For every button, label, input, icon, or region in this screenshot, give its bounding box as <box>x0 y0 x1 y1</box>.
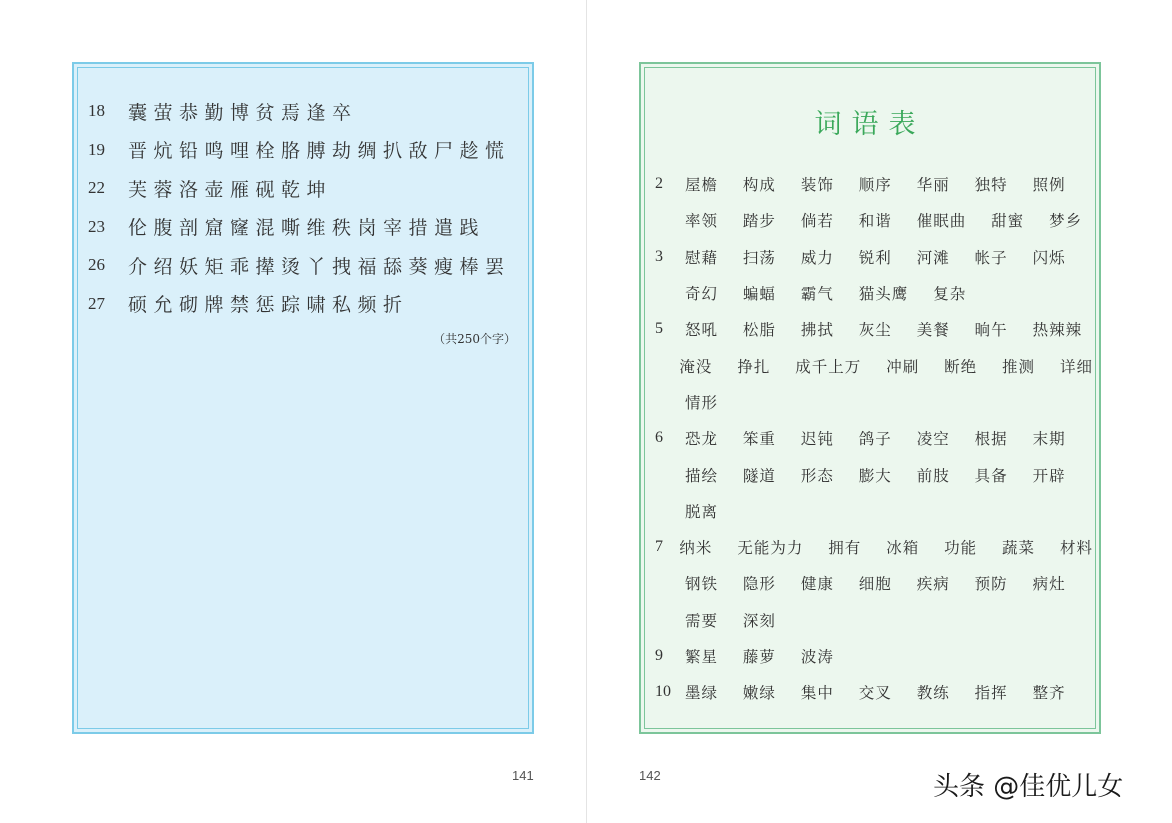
character-list-panel <box>72 62 534 734</box>
vocabulary-line <box>655 602 1093 638</box>
vocabulary-list <box>655 166 1093 710</box>
vocabulary-words: 奇幻 蝙蝠 霸气 猫头鹰 复杂 <box>685 285 967 304</box>
lesson-number: 27 <box>88 293 105 313</box>
lesson-characters: 硕允砌牌禁惩踪啸私频折 <box>128 294 409 317</box>
page-number-right: 142 <box>639 768 661 783</box>
vocabulary-line <box>655 529 1093 565</box>
vocabulary-line <box>655 456 1093 492</box>
lesson-number: 2 <box>655 175 663 193</box>
character-row <box>88 131 522 170</box>
watermark: 头条 @佳优儿女 <box>933 772 1124 802</box>
lesson-number: 10 <box>655 683 671 701</box>
vocabulary-words: 怒吼 松脂 拂拭 灰尘 美餐 晌午 热辣辣 <box>685 321 1083 340</box>
character-row <box>88 169 522 208</box>
lesson-number: 18 <box>88 101 105 121</box>
page-number-left: 141 <box>512 768 534 783</box>
vocabulary-words: 情形 <box>685 393 719 412</box>
character-rows <box>88 92 522 323</box>
vocabulary-line <box>655 674 1093 710</box>
vocabulary-line <box>655 384 1093 420</box>
vocabulary-line <box>655 202 1093 238</box>
vocabulary-words: 脱离 <box>685 502 719 521</box>
lesson-characters: 芙蓉洛壶雁砚乾坤 <box>128 178 333 201</box>
lesson-number: 7 <box>655 538 663 556</box>
lesson-number: 19 <box>88 139 105 159</box>
vocabulary-line <box>655 275 1093 311</box>
character-row <box>88 285 522 324</box>
lesson-characters: 介绍妖矩乖撵烫丫拽福舔葵瘦棒罢 <box>128 255 511 278</box>
vocabulary-words: 繁星 藤萝 波涛 <box>685 648 834 666</box>
vocabulary-words: 率领 踏步 倘若 和谐 催眠曲 甜蜜 梦乡 <box>685 212 1083 231</box>
vocabulary-words: 墨绿 嫩绿 集中 交叉 教练 指挥 整齐 <box>685 684 1066 703</box>
lesson-number: 5 <box>655 320 663 338</box>
vocabulary-panel <box>639 62 1101 734</box>
lesson-number: 6 <box>655 429 663 447</box>
vocabulary-title: 词语表 <box>814 109 926 140</box>
vocabulary-line <box>655 311 1093 347</box>
character-row <box>88 246 522 285</box>
vocabulary-line <box>655 420 1093 456</box>
book-spine <box>586 0 587 823</box>
vocabulary-words: 慰藉 扫荡 威力 锐利 河滩 帐子 闪烁 <box>685 248 1066 267</box>
vocabulary-line <box>655 166 1093 202</box>
lesson-number: 26 <box>88 255 105 275</box>
lesson-characters: 晋炕铅鸣哩栓胳膊劫绸扒敌尸趁慌 <box>128 140 511 163</box>
lesson-number: 3 <box>655 247 663 265</box>
lesson-characters: 囊萤恭勤博贫焉逢卒 <box>128 101 358 124</box>
character-row <box>88 208 522 247</box>
character-row <box>88 92 522 131</box>
vocabulary-line <box>655 565 1093 601</box>
lesson-number: 22 <box>88 178 105 198</box>
vocabulary-words: 恐龙 笨重 迟钝 鸽子 凌空 根据 末期 <box>685 430 1066 449</box>
vocabulary-words: 描绘 隧道 形态 膨大 前肢 具备 开辟 <box>685 466 1066 485</box>
vocabulary-line <box>655 239 1093 275</box>
vocabulary-line <box>655 638 1093 674</box>
vocabulary-words: 需要 深刻 <box>685 611 776 630</box>
vocabulary-line <box>655 493 1093 529</box>
lesson-number: 9 <box>655 647 663 664</box>
lesson-characters: 伦腹剖窟窿混嘶维秩岗宰措遣践 <box>128 217 486 240</box>
lesson-number: 23 <box>88 216 105 236</box>
vocabulary-words: 屋檐 构成 装饰 顺序 华丽 独特 照例 <box>685 176 1066 195</box>
vocabulary-words: 淹没 挣扎 成千上万 冲刷 断绝 推测 详细 <box>679 357 1093 376</box>
character-total: （共250个字） <box>433 332 516 346</box>
vocabulary-words: 钢铁 隐形 健康 细胞 疾病 预防 病灶 <box>685 575 1066 594</box>
vocabulary-words: 纳米 无能为力 拥有 冰箱 功能 蔬菜 材料 <box>679 539 1093 558</box>
vocabulary-line <box>655 347 1093 383</box>
